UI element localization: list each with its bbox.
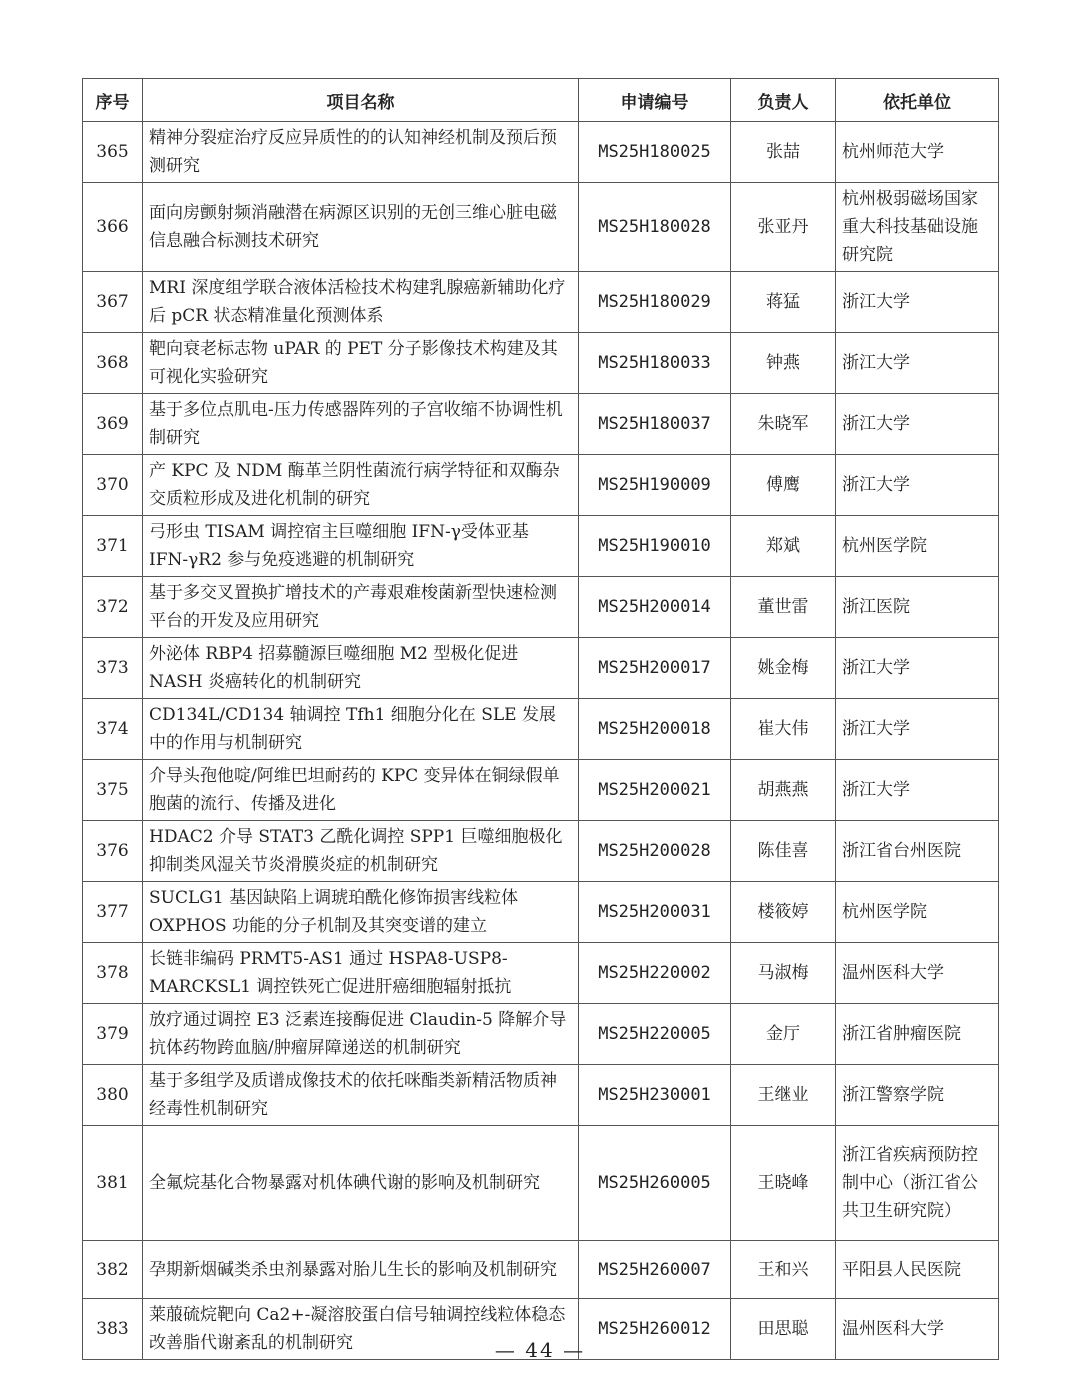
row-number: 380	[83, 1065, 143, 1126]
table-row	[83, 760, 999, 821]
host-institution: 浙江大学	[836, 699, 999, 760]
project-name: 面向房颤射频消融潜在病源区识别的无创三维心脏电磁信息融合标测技术研究	[143, 183, 579, 272]
project-name: 介导头孢他啶/阿维巴坦耐药的 KPC 变异体在铜绿假单胞菌的流行、传播及进化	[143, 760, 579, 821]
table-row	[83, 516, 999, 577]
person-in-charge: 张喆	[731, 122, 836, 183]
row-number: 373	[83, 638, 143, 699]
row-number: 377	[83, 882, 143, 943]
project-name: 产 KPC 及 NDM 酶革兰阴性菌流行病学特征和双酶杂交质粒形成及进化机制的研究	[143, 455, 579, 516]
table-row	[83, 638, 999, 699]
row-number: 381	[83, 1126, 143, 1241]
host-institution: 杭州医学院	[836, 516, 999, 577]
person-in-charge: 胡燕燕	[731, 760, 836, 821]
application-code: MS25H260012	[579, 1299, 731, 1360]
table-row	[83, 183, 999, 272]
row-number: 367	[83, 272, 143, 333]
header-number: 序号	[83, 79, 143, 122]
person-in-charge: 钟燕	[731, 333, 836, 394]
person-in-charge: 金厅	[731, 1004, 836, 1065]
project-table	[82, 78, 999, 1360]
table-row	[83, 1126, 999, 1241]
header-host-institution: 依托单位	[836, 79, 999, 122]
project-name: CD134L/CD134 轴调控 Tfh1 细胞分化在 SLE 发展中的作用与机制研究	[143, 699, 579, 760]
table-row	[83, 122, 999, 183]
person-in-charge: 王晓峰	[731, 1126, 836, 1241]
project-name: HDAC2 介导 STAT3 乙酰化调控 SPP1 巨噬细胞极化抑制类风湿关节炎滑膜炎症的机制研究	[143, 821, 579, 882]
project-name: 基于多交叉置换扩增技术的产毒艰难梭菌新型快速检测平台的开发及应用研究	[143, 577, 579, 638]
table-row	[83, 943, 999, 1004]
host-institution: 浙江省肿瘤医院	[836, 1004, 999, 1065]
project-name: 外泌体 RBP4 招募髓源巨噬细胞 M2 型极化促进 NASH 炎癌转化的机制研究	[143, 638, 579, 699]
host-institution: 浙江大学	[836, 760, 999, 821]
host-institution: 浙江大学	[836, 333, 999, 394]
host-institution: 浙江省疾病预防控制中心（浙江省公共卫生研究院）	[836, 1126, 999, 1241]
application-code: MS25H200018	[579, 699, 731, 760]
row-number: 368	[83, 333, 143, 394]
table-row	[83, 455, 999, 516]
host-institution: 浙江省台州医院	[836, 821, 999, 882]
person-in-charge: 陈佳喜	[731, 821, 836, 882]
table-row	[83, 394, 999, 455]
person-in-charge: 马淑梅	[731, 943, 836, 1004]
row-number: 383	[83, 1299, 143, 1360]
host-institution: 浙江大学	[836, 394, 999, 455]
application-code: MS25H220005	[579, 1004, 731, 1065]
person-in-charge: 蒋猛	[731, 272, 836, 333]
application-code: MS25H190009	[579, 455, 731, 516]
row-number: 379	[83, 1004, 143, 1065]
header-application-code: 申请编号	[579, 79, 731, 122]
row-number: 372	[83, 577, 143, 638]
project-name: 弓形虫 TISAM 调控宿主巨噬细胞 IFN-γ受体亚基 IFN-γR2 参与免疫逃避的机制研究	[143, 516, 579, 577]
host-institution: 温州医科大学	[836, 1299, 999, 1360]
row-number: 371	[83, 516, 143, 577]
host-institution: 浙江大学	[836, 455, 999, 516]
project-name: 全氟烷基化合物暴露对机体碘代谢的影响及机制研究	[143, 1126, 579, 1241]
application-code: MS25H180033	[579, 333, 731, 394]
project-name: 精神分裂症治疗反应异质性的的认知神经机制及预后预测研究	[143, 122, 579, 183]
application-code: MS25H200021	[579, 760, 731, 821]
host-institution: 平阳县人民医院	[836, 1241, 999, 1299]
application-code: MS25H200031	[579, 882, 731, 943]
row-number: 382	[83, 1241, 143, 1299]
application-code: MS25H260007	[579, 1241, 731, 1299]
table-row	[83, 882, 999, 943]
project-name: 基于多位点肌电-压力传感器阵列的子宫收缩不协调性机制研究	[143, 394, 579, 455]
header-project-name: 项目名称	[143, 79, 579, 122]
application-code: MS25H180028	[579, 183, 731, 272]
row-number: 369	[83, 394, 143, 455]
application-code: MS25H180029	[579, 272, 731, 333]
application-code: MS25H200028	[579, 821, 731, 882]
application-code: MS25H220002	[579, 943, 731, 1004]
table-row	[83, 577, 999, 638]
row-number: 366	[83, 183, 143, 272]
project-name: 基于多组学及质谱成像技术的依托咪酯类新精活物质神经毒性机制研究	[143, 1065, 579, 1126]
host-institution: 杭州极弱磁场国家重大科技基础设施研究院	[836, 183, 999, 272]
person-in-charge: 王继业	[731, 1065, 836, 1126]
person-in-charge: 王和兴	[731, 1241, 836, 1299]
person-in-charge: 姚金梅	[731, 638, 836, 699]
host-institution: 浙江医院	[836, 577, 999, 638]
host-institution: 杭州师范大学	[836, 122, 999, 183]
table-row	[83, 1004, 999, 1065]
project-name: 放疗通过调控 E3 泛素连接酶促进 Claudin-5 降解介导抗体药物跨血脑/肿瘤屏障递送的机制研究	[143, 1004, 579, 1065]
host-institution: 杭州医学院	[836, 882, 999, 943]
row-number: 375	[83, 760, 143, 821]
application-code: MS25H230001	[579, 1065, 731, 1126]
table-row	[83, 821, 999, 882]
row-number: 374	[83, 699, 143, 760]
project-name: SUCLG1 基因缺陷上调琥珀酰化修饰损害线粒体 OXPHOS 功能的分子机制及其突变谱的建立	[143, 882, 579, 943]
table-row	[83, 1241, 999, 1299]
project-name: MRI 深度组学联合液体活检技术构建乳腺癌新辅助化疗后 pCR 状态精准量化预测体系	[143, 272, 579, 333]
application-code: MS25H180037	[579, 394, 731, 455]
person-in-charge: 张亚丹	[731, 183, 836, 272]
application-code: MS25H200017	[579, 638, 731, 699]
person-in-charge: 楼筱婷	[731, 882, 836, 943]
person-in-charge: 朱晓军	[731, 394, 836, 455]
host-institution: 浙江大学	[836, 272, 999, 333]
host-institution: 浙江大学	[836, 638, 999, 699]
host-institution: 浙江警察学院	[836, 1065, 999, 1126]
table-header-row	[83, 79, 999, 122]
project-name: 靶向衰老标志物 uPAR 的 PET 分子影像技术构建及其可视化实验研究	[143, 333, 579, 394]
application-code: MS25H190010	[579, 516, 731, 577]
table-row	[83, 1065, 999, 1126]
table-row	[83, 333, 999, 394]
project-name: 长链非编码 PRMT5-AS1 通过 HSPA8-USP8-MARCKSL1 调控铁死亡促进肝癌细胞辐射抵抗	[143, 943, 579, 1004]
application-code: MS25H200014	[579, 577, 731, 638]
application-code: MS25H260005	[579, 1126, 731, 1241]
person-in-charge: 郑斌	[731, 516, 836, 577]
table-row	[83, 699, 999, 760]
application-code: MS25H180025	[579, 122, 731, 183]
project-name: 孕期新烟碱类杀虫剂暴露对胎儿生长的影响及机制研究	[143, 1241, 579, 1299]
project-name: 莱菔硫烷靶向 Ca2+-凝溶胶蛋白信号轴调控线粒体稳态改善脂代谢紊乱的机制研究	[143, 1299, 579, 1360]
row-number: 378	[83, 943, 143, 1004]
row-number: 376	[83, 821, 143, 882]
host-institution: 温州医科大学	[836, 943, 999, 1004]
person-in-charge: 田思聪	[731, 1299, 836, 1360]
header-person-in-charge: 负责人	[731, 79, 836, 122]
person-in-charge: 崔大伟	[731, 699, 836, 760]
row-number: 370	[83, 455, 143, 516]
person-in-charge: 傅鹰	[731, 455, 836, 516]
table-row	[83, 272, 999, 333]
person-in-charge: 董世雷	[731, 577, 836, 638]
row-number: 365	[83, 122, 143, 183]
page-number: — 44 —	[494, 1338, 586, 1362]
